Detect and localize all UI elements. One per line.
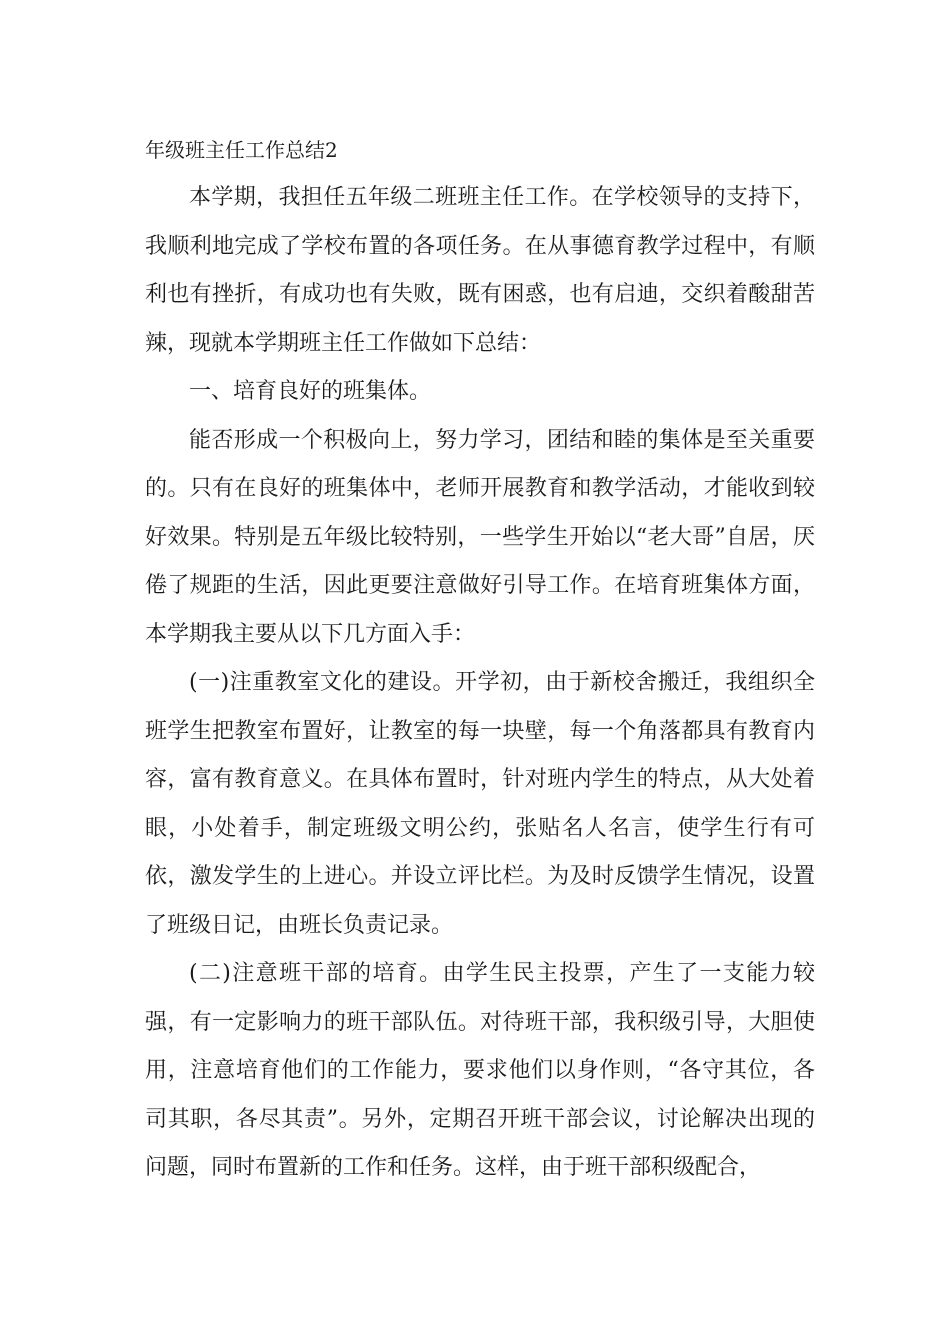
document-title: 年级班主任工作总结2 <box>145 138 338 162</box>
section-heading-1: 一、培育良好的班集体。 <box>189 379 432 404</box>
paragraph-classroom-culture: (一)注重教室文化的建设。开学初，由于新校舍搬迁，我组织全班学生把教室布置好，让教室的每一块壁，每一个角落都具有教育内容，富有教育意义。在具体布置时，针对班内学生的特点，从大处着眼，小处着手，制定班级文明公约，张贴名人名言，使学生行有可依，激发学生的上进心。并设立评比栏。为及时反馈学生情况，设置了班级日记，由班长负责记录。 <box>145 670 815 938</box>
document-body <box>145 130 815 1193</box>
paragraph-intro: 本学期，我担任五年级二班班主任工作。在学校领导的支持下，我顺利地完成了学校布置的各项任务。在从事德育教学过程中，有顺利也有挫折，有成功也有失败，既有困惑，也有启迪，交织着酸甜苦辣，现就本学期班主任工作做如下总结： <box>145 185 815 356</box>
paragraph-class-collective: 能否形成一个积极向上，努力学习，团结和睦的集体是至关重要的。只有在良好的班集体中，老师开展教育和教学活动，才能收到较好效果。特别是五年级比较特别，一些学生开始以“老大哥”自居，厌倦了规距的生活，因此更要注意做好引导工作。在培育班集体方面，本学期我主要从以下几方面入手： <box>145 427 815 647</box>
paragraph-class-cadres: (二)注意班干部的培育。由学生民主投票，产生了一支能力较强，有一定影响力的班干部队伍。对待班干部，我积级引导，大胆使用，注意培育他们的工作能力，要求他们以身作则，“各守其位，各司其职，各尽其责”。另外，定期召开班干部会议，讨论解决出现的问题，同时布置新的工作和任务。这样，由于班干部积级配合， <box>145 961 815 1180</box>
